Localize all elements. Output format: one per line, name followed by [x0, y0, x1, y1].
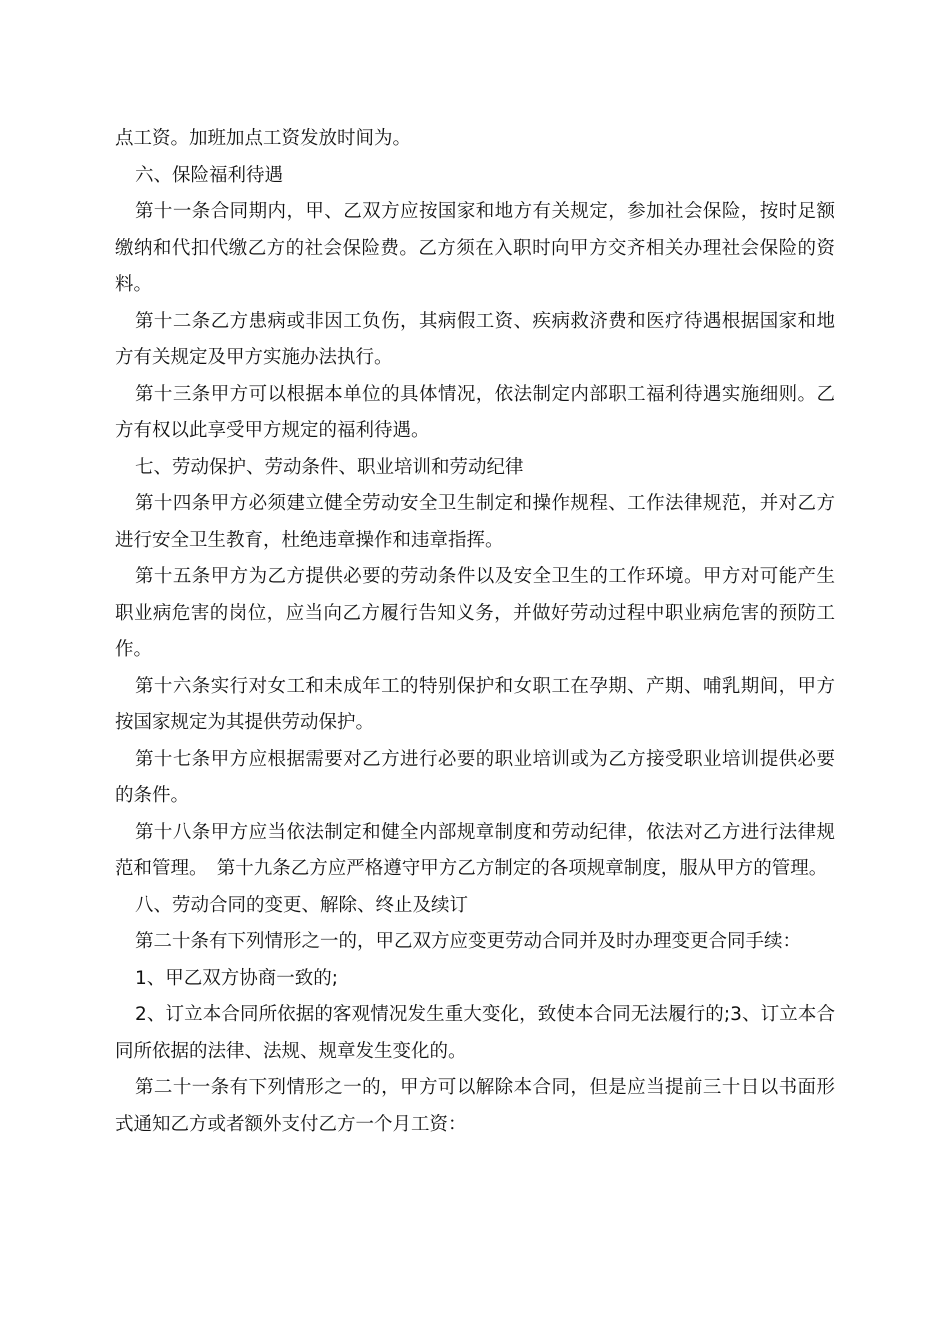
article-13: 第十三条甲方可以根据本单位的具体情况，依法制定内部职工福利待遇实施细则。乙方有权以此享受甲方规定的福利待遇。 — [115, 383, 835, 441]
article-15: 第十五条甲方为乙方提供必要的劳动条件以及安全卫生的工作环境。甲方对可能产生职业病危害的岗位，应当向乙方履行告知义务，并做好劳动过程中职业病危害的预防工作。 — [115, 566, 835, 660]
article-18-19: 第十八条甲方应当依法制定和健全内部规章制度和劳动纪律，依法对乙方进行法律规范和管理。 第十九条乙方应严格遵守甲方乙方制定的各项规章制度，服从甲方的管理。 — [115, 821, 835, 879]
article-20: 第二十条有下列情形之一的，甲乙双方应变更劳动合同并及时办理变更合同手续： — [135, 931, 802, 952]
article-16: 第十六条实行对女工和未成年工的特别保护和女职工在孕期、产期、哺乳期间，甲方按国家规定为其提供劳动保护。 — [115, 675, 835, 733]
list-item-2-3: 2、订立本合同所依据的客观情况发生重大变化，致使本合同无法履行的;3、订立本合同所依据的法律、法规、规章发生变化的。 — [115, 1004, 835, 1062]
section-heading-insurance-welfare: 六、保险福利待遇 — [135, 164, 284, 186]
section-heading-labor-protection: 七、劳动保护、劳动条件、职业培训和劳动纪律 — [135, 456, 524, 478]
list-item-1: 1、甲乙双方协商一致的; — [135, 967, 339, 989]
article-21: 第二十一条有下列情形之一的，甲方可以解除本合同，但是应当提前三十日以书面形式通知乙方或者额外支付乙方一个月工资： — [115, 1077, 835, 1135]
article-14: 第十四条甲方必须建立健全劳动安全卫生制定和操作规程、工作法律规范，并对乙方进行安全卫生教育，杜绝违章操作和违章指挥。 — [115, 493, 835, 551]
article-11: 第十一条合同期内，甲、乙双方应按国家和地方有关规定，参加社会保险，按时足额缴纳和代扣代缴乙方的社会保险费。乙方须在入职时向甲方交齐相关办理社会保险的资料。 — [115, 201, 835, 295]
article-17: 第十七条甲方应根据需要对乙方进行必要的职业培训或为乙方接受职业培训提供必要的条件。 — [115, 748, 835, 806]
contract-body — [115, 121, 835, 1143]
section-heading-contract-changes: 八、劳动合同的变更、解除、终止及续订 — [135, 894, 469, 916]
paragraph-overtime-pay: 点工资。加班加点工资发放时间为。 — [115, 128, 412, 149]
article-12: 第十二条乙方患病或非因工负伤，其病假工资、疾病救济费和医疗待遇根据国家和地方有关规定及甲方实施办法执行。 — [115, 310, 835, 368]
